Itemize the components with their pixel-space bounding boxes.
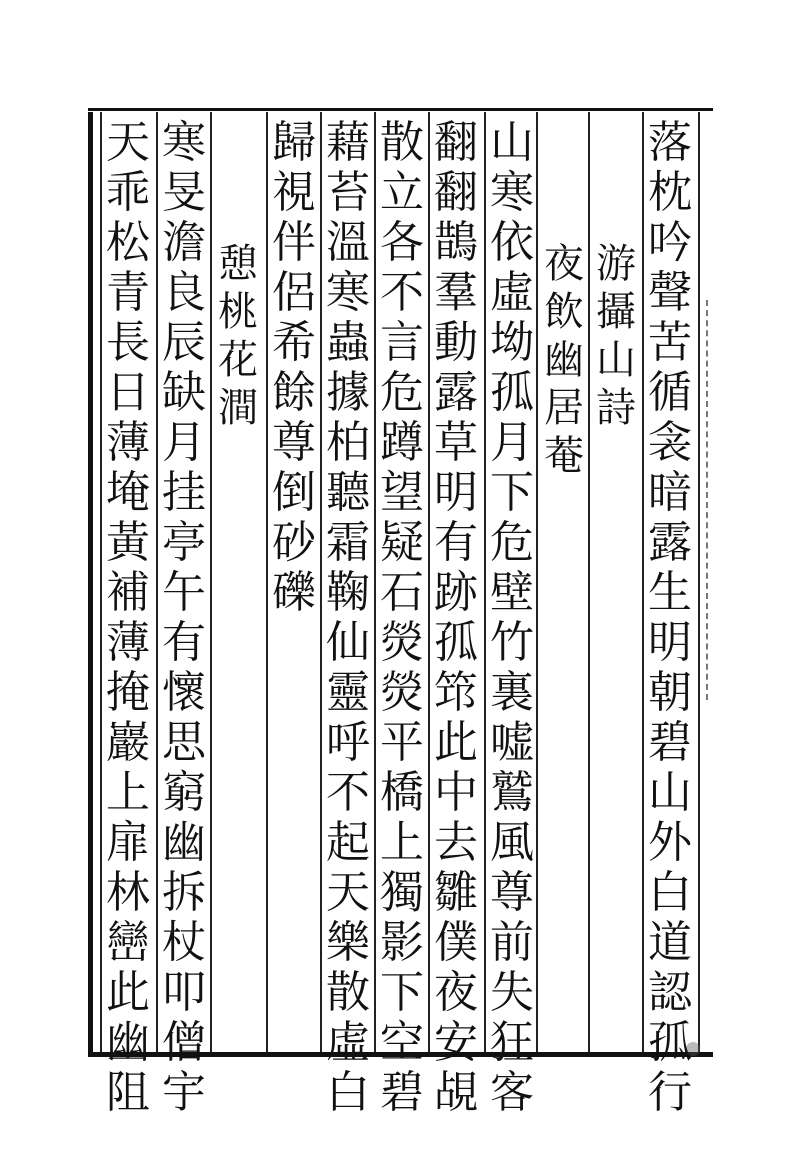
character: 立 <box>380 167 424 218</box>
character: 月 <box>162 417 206 468</box>
character: 霜 <box>326 517 370 568</box>
character: 落 <box>648 117 692 168</box>
character: 雛 <box>434 867 478 918</box>
character: 山 <box>490 117 534 168</box>
character: 翻 <box>434 117 478 168</box>
character: 呼 <box>326 717 370 768</box>
character: 空 <box>380 1017 424 1068</box>
character: 白 <box>648 867 692 918</box>
character: 苔 <box>326 167 370 218</box>
character: 薄 <box>106 417 150 468</box>
character: 菴 <box>544 433 584 479</box>
character: 吟 <box>648 217 692 268</box>
character: 不 <box>380 267 424 318</box>
character: 此 <box>106 967 150 1018</box>
character: 蟲 <box>326 317 370 368</box>
character: 明 <box>648 617 692 668</box>
character: 坳 <box>490 317 534 368</box>
character: 柏 <box>326 417 370 468</box>
character: 憩 <box>218 241 258 287</box>
character: 鞠 <box>326 567 370 618</box>
character: 枕 <box>648 167 692 218</box>
character: 望 <box>380 467 424 518</box>
character: 幽 <box>544 337 584 383</box>
character: 跡 <box>434 567 478 618</box>
character: 孤 <box>434 617 478 668</box>
character: 桃 <box>218 289 258 335</box>
character: 窮 <box>162 767 206 818</box>
page-top-border <box>88 108 713 111</box>
character: 礫 <box>272 567 316 618</box>
character: 寒 <box>162 117 206 168</box>
character: 中 <box>434 767 478 818</box>
character: 散 <box>380 117 424 168</box>
character: 天 <box>326 867 370 918</box>
character: 熒 <box>380 617 424 668</box>
character: 影 <box>380 917 424 968</box>
character: 挂 <box>162 467 206 518</box>
character: 倒 <box>272 467 316 518</box>
character: 伴 <box>272 217 316 268</box>
character: 虛 <box>490 267 534 318</box>
character: 壁 <box>490 567 534 618</box>
character: 獨 <box>380 867 424 918</box>
text-column-5 <box>428 118 484 1118</box>
character: 視 <box>272 167 316 218</box>
character: 橋 <box>380 767 424 818</box>
character: 夜 <box>544 241 584 287</box>
character: 道 <box>648 917 692 968</box>
character: 循 <box>648 367 692 418</box>
character: 侶 <box>272 267 316 318</box>
character: 幽 <box>106 1017 150 1068</box>
character: 藉 <box>326 117 370 168</box>
character: 下 <box>380 967 424 1018</box>
character: 前 <box>490 917 534 968</box>
character: 客 <box>490 1067 534 1118</box>
character: 山 <box>648 767 692 818</box>
character: 孤 <box>648 1017 692 1068</box>
character: 山 <box>596 337 636 383</box>
character: 埯 <box>106 467 150 518</box>
character: 平 <box>380 717 424 768</box>
character: 缺 <box>162 367 206 418</box>
character: 依 <box>490 217 534 268</box>
text-column-8 <box>266 118 322 618</box>
character: 碧 <box>380 1067 424 1118</box>
character: 上 <box>380 817 424 868</box>
character: 生 <box>648 567 692 618</box>
text-column-10 <box>156 118 212 1118</box>
character: 靈 <box>326 667 370 718</box>
character: 鷲 <box>490 767 534 818</box>
character: 補 <box>106 567 150 618</box>
character: 鵲 <box>434 217 478 268</box>
text-column-6 <box>374 118 430 1118</box>
character: 疑 <box>380 517 424 568</box>
column-rule <box>698 112 700 1052</box>
character: 明 <box>434 467 478 518</box>
character: 澹 <box>162 217 206 268</box>
text-column-11 <box>100 118 156 1118</box>
character: 覘 <box>434 1067 478 1118</box>
character: 寒 <box>326 267 370 318</box>
character: 虛 <box>326 1017 370 1068</box>
character: 聽 <box>326 467 370 518</box>
character: 亭 <box>162 517 206 568</box>
character: 巒 <box>106 917 150 968</box>
character: 長 <box>106 317 150 368</box>
text-column-1 <box>642 118 698 1118</box>
character: 筇 <box>434 667 478 718</box>
character: 思 <box>162 717 206 768</box>
character: 聲 <box>648 267 692 318</box>
character: 歸 <box>272 117 316 168</box>
text-column-7 <box>320 118 376 1118</box>
character: 日 <box>106 367 150 418</box>
character: 各 <box>380 217 424 268</box>
character: 居 <box>544 385 584 431</box>
character: 外 <box>648 817 692 868</box>
character: 巖 <box>106 717 150 768</box>
character: 尊 <box>272 417 316 468</box>
character: 狂 <box>490 1017 534 1068</box>
character: 花 <box>218 337 258 383</box>
character: 起 <box>326 817 370 868</box>
character: 寒 <box>490 167 534 218</box>
character: 認 <box>648 967 692 1018</box>
character: 天 <box>106 117 150 168</box>
character: 黃 <box>106 517 150 568</box>
character: 裏 <box>490 667 534 718</box>
character: 朝 <box>648 667 692 718</box>
character: 翻 <box>434 167 478 218</box>
character: 青 <box>106 267 150 318</box>
page-edge-damage <box>706 300 714 700</box>
text-column-9 <box>210 240 266 432</box>
character: 餘 <box>272 367 316 418</box>
character: 宇 <box>162 1067 206 1118</box>
character: 有 <box>434 517 478 568</box>
character: 僧 <box>162 1017 206 1068</box>
character: 澗 <box>218 385 258 431</box>
character: 希 <box>272 317 316 368</box>
character: 乖 <box>106 167 150 218</box>
character: 行 <box>648 1067 692 1118</box>
character: 拆 <box>162 867 206 918</box>
character: 僕 <box>434 917 478 968</box>
character: 不 <box>326 767 370 818</box>
text-column-2 <box>588 240 644 432</box>
character: 上 <box>106 767 150 818</box>
character: 旻 <box>162 167 206 218</box>
character: 砂 <box>272 517 316 568</box>
character: 有 <box>162 617 206 668</box>
character: 尊 <box>490 867 534 918</box>
character: 詩 <box>596 385 636 431</box>
character: 言 <box>380 317 424 368</box>
character: 石 <box>380 567 424 618</box>
character: 仙 <box>326 617 370 668</box>
character: 苦 <box>648 317 692 368</box>
character: 孤 <box>490 367 534 418</box>
character: 溫 <box>326 217 370 268</box>
character: 良 <box>162 267 206 318</box>
character: 安 <box>434 1017 478 1068</box>
character: 松 <box>106 217 150 268</box>
character: 掩 <box>106 667 150 718</box>
character: 夜 <box>434 967 478 1018</box>
character: 風 <box>490 817 534 868</box>
character: 竹 <box>490 617 534 668</box>
character: 散 <box>326 967 370 1018</box>
text-column-4 <box>484 118 540 1118</box>
character: 危 <box>490 517 534 568</box>
character: 杖 <box>162 917 206 968</box>
character: 幽 <box>162 817 206 868</box>
character: 危 <box>380 367 424 418</box>
character: 薄 <box>106 617 150 668</box>
character: 月 <box>490 417 534 468</box>
character: 白 <box>326 1067 370 1118</box>
character: 辰 <box>162 317 206 368</box>
character: 羣 <box>434 267 478 318</box>
text-column-3 <box>536 240 592 480</box>
character: 此 <box>434 717 478 768</box>
character: 林 <box>106 867 150 918</box>
character: 露 <box>648 517 692 568</box>
character: 嘘 <box>490 717 534 768</box>
character: 懷 <box>162 667 206 718</box>
character: 午 <box>162 567 206 618</box>
character: 游 <box>596 241 636 287</box>
character: 去 <box>434 817 478 868</box>
character: 扉 <box>106 817 150 868</box>
character: 衾 <box>648 417 692 468</box>
character: 草 <box>434 417 478 468</box>
character: 據 <box>326 367 370 418</box>
character: 攝 <box>596 289 636 335</box>
character: 動 <box>434 317 478 368</box>
character: 暗 <box>648 467 692 518</box>
character: 飲 <box>544 289 584 335</box>
character: 碧 <box>648 717 692 768</box>
character: 阻 <box>106 1067 150 1118</box>
character: 蹲 <box>380 417 424 468</box>
character: 樂 <box>326 917 370 968</box>
character: 下 <box>490 467 534 518</box>
character: 露 <box>434 367 478 418</box>
character: 熒 <box>380 667 424 718</box>
character: 叩 <box>162 967 206 1018</box>
character: 失 <box>490 967 534 1018</box>
